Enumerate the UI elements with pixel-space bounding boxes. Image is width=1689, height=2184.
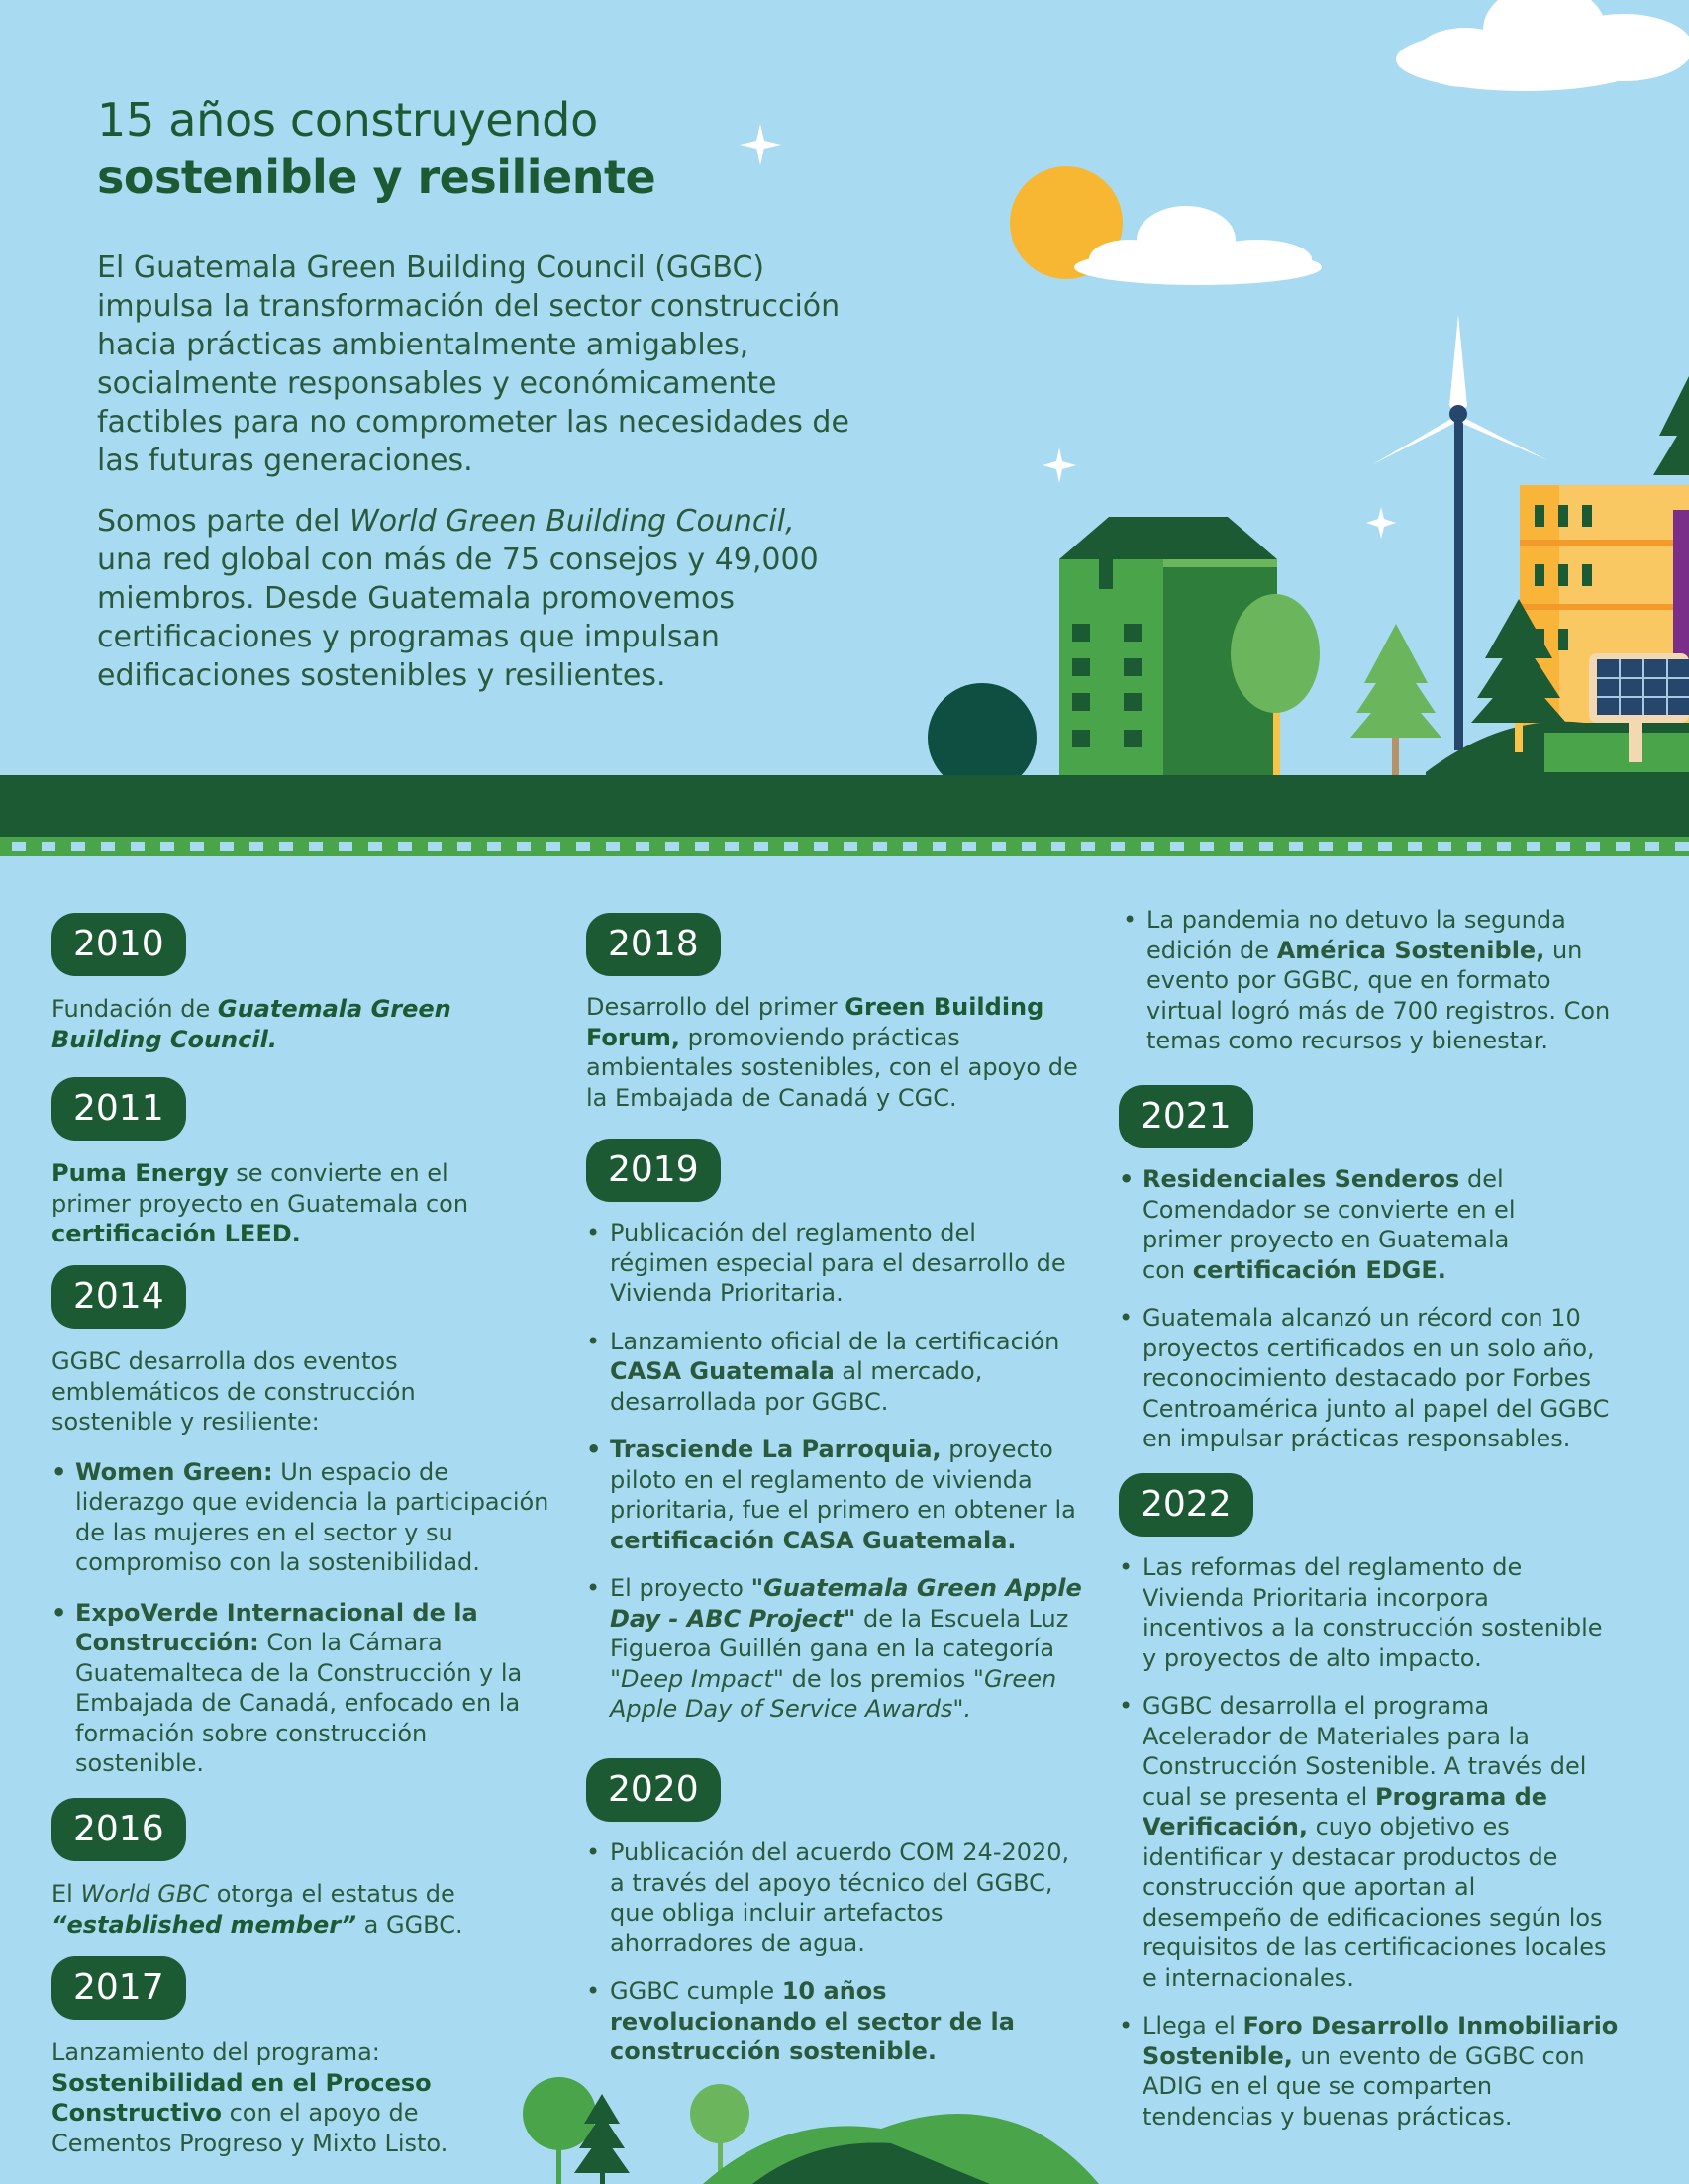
text: • Las reformas del reglamento de xyxy=(1143,1553,1523,1581)
text: que obliga incluir artefactos xyxy=(610,1899,944,1927)
event-list xyxy=(1119,1164,1673,1454)
intro-line: impulsa la transformación del sector construcción xyxy=(97,289,841,324)
text: incentivos a la construcción sostenible xyxy=(1143,1614,1603,1641)
building-icon xyxy=(1520,485,1689,743)
list-item xyxy=(586,1218,1111,1309)
text: certificación LEED. xyxy=(51,1220,301,1247)
list-item xyxy=(1119,1164,1673,1285)
list-item xyxy=(586,1837,1111,1958)
text: Verificación, xyxy=(1143,1813,1308,1840)
wind-turbine-icon xyxy=(1371,315,1547,750)
year-badge: 2017 xyxy=(51,1956,186,2020)
year-badge: 2016 xyxy=(51,1798,186,1861)
wgbc-line: miembros. Desde Guatemala promovemos xyxy=(97,581,736,616)
list-item xyxy=(1123,905,1677,1056)
text: Building Council. xyxy=(51,1025,277,1053)
entry-text xyxy=(51,1346,586,1438)
text: ambientales sostenibles, con el apoyo de xyxy=(586,1053,1078,1081)
text: Fundación de xyxy=(51,995,218,1023)
event-list xyxy=(586,1837,1111,2067)
text: Constructivo xyxy=(51,2099,222,2127)
event-list xyxy=(51,1457,586,1779)
green-house-icon xyxy=(1059,517,1277,777)
intro-line: hacia prácticas ambientalmente amigables, xyxy=(97,328,749,362)
tree-icon xyxy=(928,683,1037,842)
text: otorga el estatus de xyxy=(209,1880,455,1908)
pine-tree-icon xyxy=(1350,624,1441,777)
list-item xyxy=(1119,1303,1673,1454)
timeline-2011 xyxy=(51,1077,586,1249)
wgbc-line xyxy=(97,502,948,541)
entry-text xyxy=(51,1879,586,1939)
text: "Deep Impact" xyxy=(610,1664,784,1693)
event-list xyxy=(1119,1552,1673,2132)
timeline-2010 xyxy=(51,913,586,1054)
year-badge: 2022 xyxy=(1119,1473,1253,1537)
tree-icon xyxy=(690,2084,749,2184)
text: temas como recursos y bienestar. xyxy=(1146,1027,1549,1054)
text: certificación EDGE. xyxy=(1192,1255,1446,1284)
text: sostenible y resiliente: xyxy=(51,1408,320,1436)
text: 10 años xyxy=(781,1977,887,2005)
text: de los premios xyxy=(783,1664,973,1693)
text: World GBC xyxy=(80,1880,210,1908)
text: ahorradores de agua. xyxy=(610,1929,865,1957)
text: GGBC cumple xyxy=(610,1977,782,2005)
year-badge: 2020 xyxy=(586,1758,721,1822)
list-item xyxy=(51,1598,586,1779)
text: Sostenibilidad en el Proceso xyxy=(51,2068,432,2097)
year-badge: 2010 xyxy=(51,913,186,976)
timeline-2014 xyxy=(51,1265,586,1779)
timeline-2022 xyxy=(1119,1473,1673,2132)
text: certificación CASA Guatemala. xyxy=(610,1526,1017,1554)
year-badge: 2011 xyxy=(51,1077,186,1141)
text: y proyectos de alto impacto. xyxy=(1143,1643,1482,1672)
cloud-icon xyxy=(1396,0,1689,91)
text: tendencias y buenas prácticas. xyxy=(1143,2102,1513,2131)
text: Embajada de Canadá, enfocado en la xyxy=(75,1689,521,1717)
text: Trasciende La Parroquia, xyxy=(610,1436,942,1463)
text: "Green xyxy=(972,1664,1057,1693)
text: ADIG en el que se comparten xyxy=(1143,2072,1493,2100)
text: sostenible. xyxy=(75,1749,205,1777)
text: • La pandemia no detuvo la segunda xyxy=(1146,906,1566,934)
cloud-icon xyxy=(1074,206,1322,285)
text: ExpoVerde Internacional de la xyxy=(75,1598,478,1627)
text: identificar y destacar productos de xyxy=(1143,1842,1558,1871)
text: Guatemalteca de la Construcción y la xyxy=(75,1658,523,1687)
entry-text xyxy=(51,1158,586,1249)
text: e internacionales. xyxy=(1143,1963,1354,1992)
text: a través del apoyo técnico del GGBC, xyxy=(610,1868,1053,1897)
title-line-1: 15 años construyendo xyxy=(97,93,598,147)
wgbc-name: World Green Building Council, xyxy=(349,504,795,539)
solar-panel-icon xyxy=(1589,653,1689,762)
text: emblemáticos de construcción xyxy=(51,1377,416,1406)
entry-text xyxy=(51,2037,586,2158)
text: Centroamérica junto al papel del GGBC xyxy=(1143,1394,1610,1423)
text: • Publicación del reglamento del xyxy=(610,1219,976,1246)
text: • Lanzamiento oficial de la certificación xyxy=(610,1327,1060,1355)
list-item xyxy=(586,1327,1111,1418)
intro-line: El Guatemala Green Building Council (GGBC) xyxy=(97,250,765,285)
text: CASA Guatemala xyxy=(610,1357,835,1385)
text: promoviendo prácticas xyxy=(679,1023,960,1051)
list-item xyxy=(1119,2011,1673,2132)
text: en impulsar prácticas responsables. xyxy=(1143,1425,1571,1452)
text: Residenciales Senderos xyxy=(1143,1165,1460,1193)
timeline-2016 xyxy=(51,1798,586,1939)
text: primer proyecto en Guatemala xyxy=(1143,1226,1510,1253)
ground-band xyxy=(0,775,1689,837)
text: Guatemala Green xyxy=(217,995,451,1023)
text: “established member” xyxy=(51,1910,356,1938)
text: El proyecto xyxy=(610,1574,751,1602)
text: formación sobre construcción xyxy=(75,1719,428,1747)
title-line-2: sostenible y resiliente xyxy=(97,150,656,204)
pine-tree-icon xyxy=(1653,376,1689,475)
text: virtual logró más de 700 registros. Con xyxy=(1146,996,1611,1025)
text: Apple Day of Service Awards". xyxy=(610,1695,972,1723)
text: Un espacio de xyxy=(272,1457,449,1486)
text: del xyxy=(1459,1165,1504,1193)
text: la Embajada de Canadá y CGC. xyxy=(586,1083,957,1112)
tree-icon xyxy=(1231,594,1320,777)
list-item xyxy=(51,1457,586,1578)
text: desempeño de edificaciones según los xyxy=(1143,1903,1603,1932)
text: • Publicación del acuerdo COM 24-2020, xyxy=(610,1838,1070,1866)
text: Con la Cámara xyxy=(258,1629,443,1656)
wgbc-line: certificaciones y programas que impulsan xyxy=(97,620,720,654)
text: liderazgo que evidencia la participación xyxy=(75,1488,549,1516)
text: El xyxy=(51,1880,81,1908)
entry-text xyxy=(51,994,586,1054)
text: Forum, xyxy=(586,1023,680,1051)
text: Construcción Sostenible. A través del xyxy=(1143,1752,1587,1780)
wgbc-line: una red global con más de 75 consejos y 49,000 xyxy=(97,543,819,577)
text: se convierte en el xyxy=(228,1159,448,1187)
text: un xyxy=(1544,936,1583,964)
year-badge: 2019 xyxy=(586,1139,721,1202)
list-item xyxy=(1119,1691,1673,1993)
text: Puma Energy xyxy=(51,1159,229,1187)
text: de las mujeres en el sector y su xyxy=(75,1518,453,1546)
event-list xyxy=(586,1218,1111,1725)
text: GGBC desarrolla dos eventos xyxy=(51,1347,398,1375)
event-list xyxy=(1123,905,1677,1056)
text: a GGBC. xyxy=(356,1910,463,1938)
timeline-2017 xyxy=(51,1956,586,2158)
year-badge: 2021 xyxy=(1119,1085,1253,1148)
timeline-2020 xyxy=(586,1758,1111,2067)
text: con xyxy=(1143,1255,1193,1284)
text: Sostenible, xyxy=(1143,2041,1293,2070)
text: revolucionando el sector de la xyxy=(610,2007,1015,2035)
year-badge: 2014 xyxy=(51,1265,186,1329)
text: evento por GGBC, que en formato xyxy=(1146,966,1551,994)
wgbc-line: edificaciones sostenibles y resilientes. xyxy=(97,658,666,693)
timeline-2021 xyxy=(1119,1085,1673,1454)
text: Day - ABC Project" xyxy=(610,1604,856,1633)
text: proyectos certificados en un solo año, xyxy=(1143,1334,1595,1362)
text: • Guatemala alcanzó un récord con 10 xyxy=(1143,1304,1581,1332)
text: Llega el xyxy=(1143,2012,1243,2039)
text: requisitos de las certificaciones locales xyxy=(1143,1934,1607,1961)
text: al mercado, xyxy=(834,1357,983,1385)
text: con el apoyo de xyxy=(221,2099,419,2127)
timeline-2020-continued xyxy=(1123,905,1677,1056)
text: prioritaria, fue el primero en obtener la xyxy=(610,1496,1076,1524)
text: Acelerador de Materiales para la xyxy=(1143,1722,1530,1750)
intro-line: factibles para no comprometer las necesidades de xyxy=(97,405,849,440)
text: Green Building xyxy=(844,993,1044,1021)
hero-section xyxy=(97,91,988,695)
text: "Guatemala Green Apple xyxy=(750,1574,1082,1602)
text: América Sostenible, xyxy=(1276,936,1545,964)
text: Programa de xyxy=(1374,1782,1548,1811)
year-badge: 2018 xyxy=(586,913,721,976)
text: Somos parte del xyxy=(97,504,350,539)
text: cuyo objetivo es xyxy=(1307,1813,1510,1840)
text: Lanzamiento del programa: xyxy=(51,2038,380,2066)
pine-tree-icon xyxy=(1471,599,1566,752)
intro-line: socialmente responsables y económicamente xyxy=(97,366,777,401)
list-item xyxy=(586,1435,1111,1555)
text: reconocimiento destacado por Forbes xyxy=(1143,1364,1591,1392)
text: desarrollada por GGBC. xyxy=(610,1387,889,1416)
list-item xyxy=(586,1573,1111,1725)
wgbc-paragraph xyxy=(97,502,948,695)
text: proyecto xyxy=(941,1436,1053,1463)
sun-icon xyxy=(1010,166,1123,279)
entry-text xyxy=(586,992,1111,1113)
text: cual se presenta el xyxy=(1143,1782,1375,1811)
intro-paragraph xyxy=(97,248,948,480)
text: Foro Desarrollo Inmobiliario xyxy=(1242,2012,1619,2039)
list-item xyxy=(1119,1552,1673,1673)
text: Comendador se convierte en el xyxy=(1143,1195,1516,1224)
text: régimen especial para el desarrollo de xyxy=(610,1248,1066,1277)
text: compromiso con la sostenibilidad. xyxy=(75,1548,480,1576)
text: primer proyecto en Guatemala con xyxy=(51,1189,469,1218)
text: de la Escuela Luz xyxy=(855,1604,1069,1633)
text: Cementos Progreso y Mixto Listo. xyxy=(51,2129,448,2157)
list-item xyxy=(586,1976,1111,2067)
text: construcción sostenible. xyxy=(610,2037,938,2065)
text: Women Green: xyxy=(75,1457,273,1486)
text: Desarrollo del primer xyxy=(586,993,845,1021)
text: un evento de GGBC con xyxy=(1292,2041,1585,2070)
text: Construcción: xyxy=(75,1629,259,1656)
timeline-2019 xyxy=(586,1139,1111,1725)
text: Vivienda Prioritaria. xyxy=(610,1279,844,1307)
text: • GGBC desarrolla el programa xyxy=(1143,1692,1490,1720)
text: Vivienda Prioritaria incorpora xyxy=(1143,1583,1489,1612)
intro-line: las futuras generaciones. xyxy=(97,444,473,478)
text: edición de xyxy=(1146,936,1277,964)
timeline-2018 xyxy=(586,913,1111,1113)
text: piloto en el reglamento de vivienda xyxy=(610,1465,1033,1494)
text: Figueroa Guillén gana en la categoría xyxy=(610,1635,1055,1662)
text: construcción que aportan al xyxy=(1143,1873,1476,1901)
